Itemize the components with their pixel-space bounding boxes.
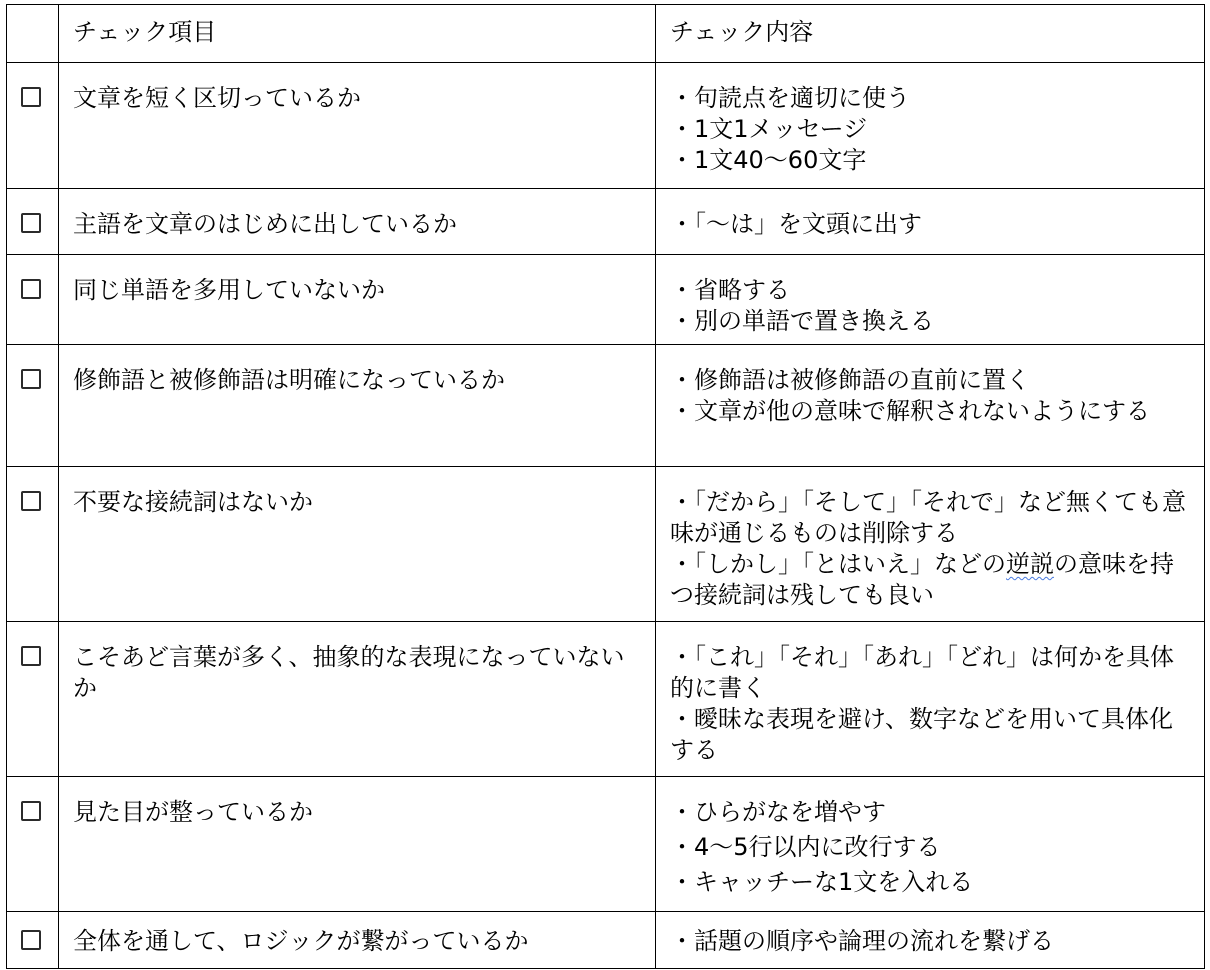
content-cell (656, 63, 1205, 189)
content-text (656, 777, 1204, 898)
content-line: ・別の単語で置き換える (670, 307, 934, 335)
content-cell (656, 467, 1205, 622)
row-checkbox[interactable] (21, 87, 41, 107)
table-row (7, 777, 1205, 912)
item-text: 不要な接続詞はないか (73, 488, 313, 516)
content-cell (656, 255, 1205, 345)
content-text (656, 189, 1204, 240)
content-text (656, 912, 1204, 957)
content-fragment: ・「しかし」「とはいえ」などの (670, 550, 1006, 578)
content-line: ・「これ」「それ」「あれ」「どれ」は何かを具体的に書く (670, 643, 1174, 702)
spellcheck-marked-word[interactable]: 逆説 (1006, 550, 1054, 578)
item-cell (59, 189, 656, 255)
item-cell (59, 345, 656, 467)
checkbox-cell (7, 467, 59, 622)
content-line: ・省略する (670, 276, 790, 304)
content-text (656, 63, 1204, 176)
item-text: 修飾語と被修飾語は明確になっているか (73, 366, 505, 394)
item-cell (59, 912, 656, 969)
row-checkbox[interactable] (21, 213, 41, 233)
content-cell (656, 345, 1205, 467)
header-content-label: チェック内容 (670, 18, 814, 46)
content-text (656, 345, 1204, 427)
item-text: こそあど言葉が多く、抽象的な表現になっていないか (73, 643, 625, 702)
table-row (7, 467, 1205, 622)
content-line: ・文章が他の意味で解釈されないようにする (670, 397, 1150, 425)
content-line: ・「だから」「そして」「それで」など無くても意味が通じるものは削除する (670, 488, 1186, 547)
row-checkbox[interactable] (21, 930, 41, 950)
content-cell (656, 622, 1205, 777)
item-text: 文章を短く区切っているか (73, 84, 361, 112)
item-cell (59, 63, 656, 189)
item-text: 見た目が整っているか (73, 798, 313, 826)
item-cell (59, 255, 656, 345)
content-cell (656, 912, 1205, 969)
header-checkbox-cell (7, 5, 59, 63)
row-checkbox[interactable] (21, 369, 41, 389)
content-line: ・4〜5行以内に改行する (670, 833, 941, 861)
content-fragment: の意味を持つ接続詞は残しても良い (670, 550, 1174, 609)
row-checkbox[interactable] (21, 646, 41, 666)
header-content-cell (656, 5, 1205, 63)
table-row (7, 345, 1205, 467)
item-text: 主語を文章のはじめに出しているか (73, 210, 457, 238)
content-cell (656, 777, 1205, 912)
item-text: 全体を通して、ロジックが繋がっているか (73, 927, 529, 955)
checkbox-cell (7, 63, 59, 189)
content-line: ・1文1メッセージ (670, 115, 868, 143)
checkbox-cell (7, 622, 59, 777)
checkbox-cell (7, 255, 59, 345)
item-text: 同じ単語を多用していないか (73, 276, 385, 304)
checkbox-cell (7, 777, 59, 912)
checkbox-cell (7, 345, 59, 467)
content-line: ・1文40〜60文字 (670, 146, 867, 174)
table-row (7, 622, 1205, 777)
table-row (7, 255, 1205, 345)
item-cell (59, 622, 656, 777)
header-item-label: チェック項目 (73, 18, 217, 46)
content-line (670, 549, 1194, 611)
content-line: ・「〜は」を文頭に出す (670, 210, 922, 238)
header-row (7, 5, 1205, 63)
checklist-table (6, 4, 1205, 969)
content-line: ・修飾語は被修飾語の直前に置く (670, 366, 1030, 394)
row-checkbox[interactable] (21, 801, 41, 821)
row-checkbox[interactable] (21, 279, 41, 299)
content-text (656, 467, 1204, 611)
checkbox-cell (7, 189, 59, 255)
table-row (7, 189, 1205, 255)
content-line: ・曖昧な表現を避け、数字などを用いて具体化する (670, 705, 1174, 764)
table-row (7, 912, 1205, 969)
content-line: ・話題の順序や論理の流れを繋げる (670, 927, 1054, 955)
content-cell (656, 189, 1205, 255)
header-item-cell (59, 5, 656, 63)
content-text (656, 255, 1204, 337)
content-text (656, 622, 1204, 766)
row-checkbox[interactable] (21, 491, 41, 511)
content-line: ・句読点を適切に使う (670, 84, 910, 112)
table-row (7, 63, 1205, 189)
content-line: ・ひらがなを増やす (670, 798, 886, 826)
checkbox-cell (7, 912, 59, 969)
content-line: ・キャッチーな1文を入れる (670, 868, 974, 896)
item-cell (59, 777, 656, 912)
item-cell (59, 467, 656, 622)
